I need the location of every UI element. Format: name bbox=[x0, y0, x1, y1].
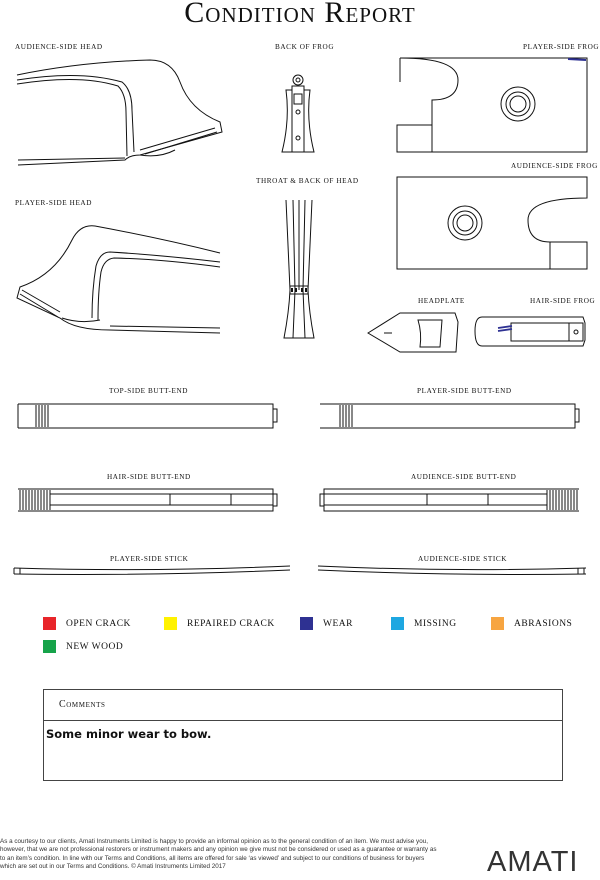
label-top-side-butt-end: TOP-SIDE BUTT-END bbox=[109, 387, 189, 395]
player-side-head-drawing bbox=[17, 226, 220, 333]
player-side-frog-drawing bbox=[397, 58, 587, 152]
label-audience-side-frog: AUDIENCE-SIDE FROG bbox=[511, 162, 598, 170]
headplate-drawing bbox=[368, 313, 458, 352]
amati-logo: AMATI bbox=[487, 846, 579, 878]
comments-text[interactable]: Some minor wear to bow. bbox=[46, 727, 212, 741]
hair-side-frog-drawing bbox=[475, 317, 585, 346]
missing-swatch bbox=[391, 617, 404, 630]
audience-side-butt-end-drawing bbox=[320, 489, 579, 511]
label-throat-back-of-head: THROAT & BACK OF HEAD bbox=[256, 177, 359, 185]
label-player-side-head: PLAYER-SIDE HEAD bbox=[15, 199, 93, 207]
label-headplate: HEADPLATE bbox=[418, 297, 465, 305]
legend-abrasions bbox=[491, 617, 572, 630]
label-audience-side-head: AUDIENCE-SIDE HEAD bbox=[15, 43, 103, 51]
back-of-frog-drawing bbox=[282, 75, 314, 152]
legend-repaired-crack bbox=[164, 617, 275, 630]
player-side-butt-end-drawing bbox=[320, 404, 579, 428]
legend-wear-label: WEAR bbox=[323, 618, 353, 629]
label-player-side-stick: PLAYER-SIDE STICK bbox=[110, 555, 189, 563]
player-side-stick-drawing bbox=[14, 566, 290, 575]
label-hair-side-frog: HAIR-SIDE FROG bbox=[530, 297, 596, 305]
legend-abrasions-label: ABRASIONS bbox=[514, 618, 573, 629]
legend-open-crack-label: OPEN CRACK bbox=[66, 618, 131, 629]
label-player-side-butt-end: PLAYER-SIDE BUTT-END bbox=[417, 387, 512, 395]
legend-repaired-crack-label: REPAIRED CRACK bbox=[187, 618, 275, 629]
hair-side-frog-wear-mark bbox=[498, 326, 512, 331]
comments-heading: Comments bbox=[44, 690, 562, 721]
legend-missing-label: MISSING bbox=[414, 618, 457, 629]
abrasions-swatch bbox=[491, 617, 504, 630]
label-audience-side-stick: AUDIENCE-SIDE STICK bbox=[418, 555, 508, 563]
label-audience-side-butt-end: AUDIENCE-SIDE BUTT-END bbox=[411, 473, 517, 481]
new-wood-swatch bbox=[43, 640, 56, 653]
disclaimer-text: As a courtesy to our clients, Amati Instruments Limited is happy to provide an informal opinion as to the general condition of an item. We must advise you, however, that we are not professional restorers or instrument makers and any opinion we give must not be considered or used as a guarantee or warranty as to an item’s condition. In line with our Terms and Conditions, all items are offered for sale ‘as viewed’ and subject to our conditions of business for buyers which are set out in our Terms and Conditions. © Amati Instruments Limited 2017 bbox=[0, 838, 437, 871]
legend-missing bbox=[391, 617, 457, 630]
label-player-side-frog: PLAYER-SIDE FROG bbox=[523, 43, 600, 51]
legend-new-wood bbox=[43, 640, 123, 653]
comments-box bbox=[43, 689, 563, 781]
repaired-crack-swatch bbox=[164, 617, 177, 630]
wear-swatch bbox=[300, 617, 313, 630]
audience-side-head-drawing bbox=[17, 60, 222, 165]
hair-side-butt-end-drawing bbox=[18, 489, 277, 511]
top-side-butt-end-drawing bbox=[18, 404, 277, 428]
label-back-of-frog: BACK OF FROG bbox=[275, 43, 335, 51]
label-hair-side-butt-end: HAIR-SIDE BUTT-END bbox=[107, 473, 191, 481]
open-crack-swatch bbox=[43, 617, 56, 630]
legend-wear bbox=[300, 617, 353, 630]
throat-back-of-head-drawing bbox=[284, 200, 314, 338]
legend-open-crack bbox=[43, 617, 131, 630]
player-side-frog-wear-mark bbox=[568, 59, 586, 60]
page-title: Condition Report bbox=[184, 0, 416, 29]
audience-side-stick-drawing bbox=[318, 566, 586, 575]
audience-side-frog-drawing bbox=[397, 177, 587, 269]
legend-new-wood-label: NEW WOOD bbox=[66, 641, 124, 652]
